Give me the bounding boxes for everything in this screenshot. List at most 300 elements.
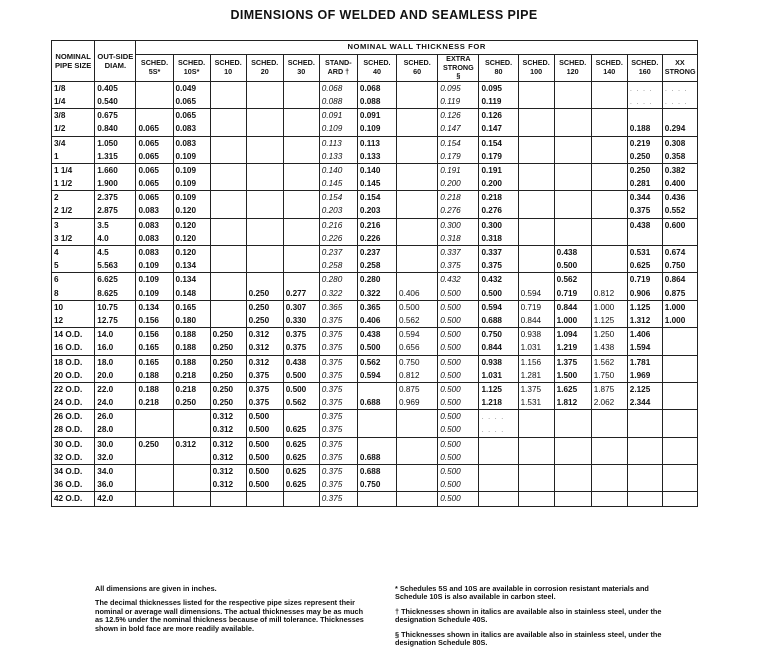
wall-thickness-value: 0.594 xyxy=(520,288,542,298)
wall-thickness-value xyxy=(521,82,552,95)
wall-thickness-cell xyxy=(283,465,319,492)
wall-thickness-cell xyxy=(357,246,396,273)
wall-thickness-value: 1.750 xyxy=(593,370,615,380)
wall-thickness-value: 0.875 xyxy=(399,384,420,394)
column-header: SCHED. 120 xyxy=(554,55,591,82)
wall-thickness-value xyxy=(138,492,170,505)
pipe-size: 26 O.D. xyxy=(54,412,83,422)
note-schedule-80s: § Thicknesses shown in italics are available also in stainless steel, under the designation Schedule 80S. xyxy=(395,629,662,648)
pipe-size: 14 O.D. xyxy=(54,330,83,340)
wall-thickness-cell xyxy=(518,328,554,355)
wall-thickness-value: 0.875 xyxy=(664,288,686,298)
wall-thickness-cell xyxy=(554,437,591,464)
wall-thickness-value: 0.500 xyxy=(440,384,461,394)
wall-thickness-value: 1.375 xyxy=(556,357,578,367)
wall-thickness-value: 0.218 xyxy=(440,193,461,203)
wall-thickness-value xyxy=(213,204,244,217)
wall-thickness-cell xyxy=(662,382,697,409)
wall-thickness-value xyxy=(399,150,435,163)
wall-thickness-cell xyxy=(662,218,697,245)
wall-thickness-cell xyxy=(283,382,319,409)
wall-thickness-cell xyxy=(627,492,662,506)
table-row xyxy=(52,328,698,355)
wall-thickness-value xyxy=(213,232,244,245)
wall-thickness-cell xyxy=(173,81,210,108)
wall-thickness-value: 0.083 xyxy=(138,248,159,258)
wall-thickness-value xyxy=(360,423,394,436)
wall-thickness-value: 0.688 xyxy=(359,452,381,462)
wall-thickness-cell xyxy=(136,355,173,382)
pipe-size-cell xyxy=(52,328,95,355)
wall-thickness-value xyxy=(249,122,281,135)
outside-diameter-cell xyxy=(95,328,136,355)
wall-thickness-value: 0.812 xyxy=(593,288,615,298)
wall-thickness-value: 0.864 xyxy=(664,275,686,285)
pipe-size: 28 O.D. xyxy=(54,425,83,435)
wall-thickness-cell xyxy=(397,410,438,437)
wall-thickness-cell xyxy=(518,437,554,464)
wall-thickness-value: 0.531 xyxy=(629,248,651,258)
wall-thickness-cell xyxy=(357,437,396,464)
wall-thickness-cell xyxy=(397,191,438,218)
wall-thickness-value xyxy=(630,451,660,464)
pipe-size: 3 xyxy=(54,220,59,230)
wall-thickness-value xyxy=(213,314,244,327)
wall-thickness-value: 0.216 xyxy=(321,220,343,230)
wall-thickness-cell xyxy=(357,273,396,300)
wall-thickness-cell xyxy=(554,109,591,136)
wall-thickness-cell xyxy=(591,437,627,464)
wall-thickness-value xyxy=(665,438,695,451)
wall-thickness-value xyxy=(557,95,589,108)
wall-thickness-value xyxy=(557,465,589,478)
wall-thickness-cell xyxy=(173,218,210,245)
wall-thickness-value: 0.625 xyxy=(285,467,307,477)
wall-thickness-value: 0.337 xyxy=(481,248,502,258)
pipe-size-cell xyxy=(52,437,95,464)
wall-thickness-value: 0.750 xyxy=(399,357,420,367)
wall-thickness-cell xyxy=(246,218,283,245)
wall-thickness-cell xyxy=(210,109,246,136)
wall-thickness-value xyxy=(399,219,435,232)
wall-thickness-cell xyxy=(438,163,479,190)
wall-thickness-cell xyxy=(319,300,357,327)
wall-thickness-value: 0.656 xyxy=(399,343,420,353)
wall-thickness-value: 0.312 xyxy=(212,452,234,462)
wall-thickness-cell xyxy=(173,246,210,273)
wall-thickness-value: 0.120 xyxy=(175,233,197,243)
column-header: SCHED. 140 xyxy=(591,55,627,82)
wall-thickness-value xyxy=(521,122,552,135)
wall-thickness-value: 0.091 xyxy=(359,111,381,121)
wall-thickness-cell xyxy=(319,492,357,506)
wall-thickness-value xyxy=(286,273,317,286)
wall-thickness-value: 1.281 xyxy=(520,370,542,380)
wall-thickness-value xyxy=(665,423,695,436)
wall-thickness-value xyxy=(286,204,317,217)
wall-thickness-value xyxy=(249,95,281,108)
wall-thickness-value xyxy=(213,287,244,300)
wall-thickness-cell xyxy=(591,492,627,506)
wall-thickness-cell xyxy=(319,246,357,273)
wall-thickness-value xyxy=(665,451,695,464)
wall-thickness-value xyxy=(557,82,589,95)
column-header: SCHED. 20 xyxy=(246,55,283,82)
wall-thickness-value: 1.125 xyxy=(593,315,615,325)
wall-thickness-value: 1.031 xyxy=(481,370,502,380)
wall-thickness-cell xyxy=(591,328,627,355)
wall-thickness-cell xyxy=(554,81,591,108)
wall-thickness-value: 0.119 xyxy=(440,96,461,106)
wall-thickness-value xyxy=(213,95,244,108)
wall-thickness-value xyxy=(521,423,552,436)
wall-thickness-value xyxy=(286,232,317,245)
wall-thickness-value xyxy=(521,410,552,423)
note-tolerance: The decimal thicknesses listed for the respective pipe sizes represent their nominal or average wall dimensions. The actual thicknesses may be as much as 12.5% under the nominal thickness because of mill tolerance. Thicknesses shown in bold face are more readily available. xyxy=(95,598,364,633)
wall-thickness-value xyxy=(665,410,695,423)
wall-thickness-cell xyxy=(136,218,173,245)
wall-thickness-value: 0.438 xyxy=(285,357,307,367)
wall-thickness-cell xyxy=(210,273,246,300)
outside-diameter-cell xyxy=(95,81,136,108)
wall-thickness-value xyxy=(399,273,435,286)
wall-thickness-value: 0.375 xyxy=(248,384,270,394)
wall-thickness-value: 0.109 xyxy=(175,151,197,161)
wall-thickness-value: 0.088 xyxy=(359,96,381,106)
wall-thickness-value xyxy=(481,465,515,478)
pipe-size: 3 1/2 xyxy=(54,233,73,243)
wall-thickness-value: 0.330 xyxy=(285,315,307,325)
wall-thickness-cell xyxy=(662,163,697,190)
wall-thickness-cell xyxy=(518,382,554,409)
wall-thickness-value: 0.134 xyxy=(175,275,197,285)
wall-thickness-value: 0.088 xyxy=(321,96,343,106)
wall-thickness-value: 0.688 xyxy=(359,398,381,408)
wall-thickness-cell xyxy=(627,437,662,464)
pipe-size-cell xyxy=(52,136,95,163)
outside-diameter: 1.660 xyxy=(97,165,118,175)
wall-thickness-value: 0.969 xyxy=(399,398,420,408)
wall-thickness-value: 0.375 xyxy=(248,398,270,408)
wall-thickness-value: 0.500 xyxy=(440,439,461,449)
wall-thickness-value: 0.250 xyxy=(629,165,651,175)
wall-thickness-value: 0.500 xyxy=(440,412,461,422)
wall-thickness-value: 0.500 xyxy=(359,343,381,353)
wall-thickness-cell xyxy=(246,109,283,136)
pipe-size-cell xyxy=(52,273,95,300)
wall-thickness-value: 0.147 xyxy=(440,124,461,134)
wall-thickness-value: 1.000 xyxy=(664,315,686,325)
wall-thickness-cell xyxy=(554,273,591,300)
wall-thickness-value: 0.095 xyxy=(440,83,461,93)
wall-thickness-cell xyxy=(397,136,438,163)
wall-thickness-value xyxy=(521,191,552,204)
wall-thickness-value: 0.719 xyxy=(520,302,542,312)
wall-thickness-value xyxy=(594,478,625,491)
wall-thickness-value xyxy=(360,410,394,423)
wall-thickness-cell xyxy=(518,136,554,163)
wall-thickness-cell xyxy=(479,136,518,163)
wall-thickness-value: 0.312 xyxy=(212,480,234,490)
table-row xyxy=(52,492,698,506)
wall-thickness-value: 0.375 xyxy=(440,261,461,271)
wall-thickness-value xyxy=(665,341,695,354)
wall-thickness-value xyxy=(665,232,695,245)
wall-thickness-value: 0.750 xyxy=(481,330,502,340)
table-row xyxy=(52,382,698,409)
wall-thickness-value: 0.906 xyxy=(629,288,651,298)
wall-thickness-value xyxy=(213,137,244,150)
wall-thickness-value: 0.375 xyxy=(481,261,502,271)
wall-thickness-value xyxy=(521,164,552,177)
wall-thickness-value xyxy=(521,204,552,217)
wall-thickness-value xyxy=(286,177,317,190)
wall-thickness-cell xyxy=(136,191,173,218)
pipe-size-cell xyxy=(52,218,95,245)
wall-thickness-value: 0.500 xyxy=(556,261,578,271)
wall-thickness-value: 0.276 xyxy=(481,206,502,216)
wall-thickness-value: 0.188 xyxy=(175,343,197,353)
wall-thickness-value xyxy=(213,246,244,259)
wall-thickness-value: 0.375 xyxy=(321,398,343,408)
wall-thickness-cell xyxy=(136,382,173,409)
wall-thickness-cell xyxy=(210,246,246,273)
wall-thickness-value: 0.109 xyxy=(138,275,159,285)
wall-thickness-value: 0.165 xyxy=(138,343,159,353)
table-row xyxy=(52,81,698,108)
wall-thickness-cell xyxy=(319,437,357,464)
wall-thickness-cell xyxy=(173,136,210,163)
wall-thickness-cell xyxy=(246,437,283,464)
wall-thickness-value xyxy=(399,451,435,464)
wall-thickness-cell xyxy=(627,163,662,190)
wall-thickness-value xyxy=(630,232,660,245)
wall-thickness-cell xyxy=(319,109,357,136)
wall-thickness-cell xyxy=(173,355,210,382)
pipe-size: 5 xyxy=(54,261,59,271)
wall-thickness-value xyxy=(665,356,695,369)
wall-thickness-value: 0.500 xyxy=(399,302,420,312)
wall-thickness-value: 0.375 xyxy=(321,384,343,394)
outside-diameter: 42.0 xyxy=(97,494,114,504)
wall-thickness-value xyxy=(665,383,695,396)
wall-thickness-cell xyxy=(173,191,210,218)
wall-thickness-value: 0.276 xyxy=(440,206,461,216)
wall-thickness-value: 0.500 xyxy=(440,494,461,504)
wall-thickness-cell xyxy=(173,382,210,409)
not-available-marker: . . . . xyxy=(664,83,688,93)
wall-thickness-cell xyxy=(210,191,246,218)
wall-thickness-cell xyxy=(136,328,173,355)
outside-diameter: 2.375 xyxy=(97,193,118,203)
pipe-size: 1 1/2 xyxy=(54,179,73,189)
wall-thickness-cell xyxy=(357,492,396,506)
table-row xyxy=(52,355,698,382)
notes-left xyxy=(95,585,370,639)
wall-thickness-value: 1.875 xyxy=(593,384,615,394)
wall-thickness-value: 0.750 xyxy=(359,480,381,490)
wall-thickness-value xyxy=(399,232,435,245)
wall-thickness-value xyxy=(286,122,317,135)
table-row xyxy=(52,191,698,218)
wall-thickness-value xyxy=(594,451,625,464)
wall-thickness-cell xyxy=(479,191,518,218)
wall-thickness-cell xyxy=(662,300,697,327)
pipe-size: 12 xyxy=(54,315,64,325)
wall-thickness-value: 0.500 xyxy=(248,439,270,449)
header-nominal-wall-thickness: NOMINAL WALL THICKNESS FOR xyxy=(136,41,698,55)
header-outside-diameter: OUT-SIDE DIAM. xyxy=(95,41,136,82)
wall-thickness-cell xyxy=(591,163,627,190)
wall-thickness-value: 0.095 xyxy=(481,83,502,93)
outside-diameter-cell xyxy=(95,246,136,273)
wall-thickness-value: 0.625 xyxy=(629,261,651,271)
wall-thickness-value xyxy=(286,492,317,505)
wall-thickness-value xyxy=(138,423,170,436)
wall-thickness-cell xyxy=(554,191,591,218)
wall-thickness-value xyxy=(594,150,625,163)
wall-thickness-value: 0.065 xyxy=(138,179,159,189)
outside-diameter: 30.0 xyxy=(97,439,114,449)
wall-thickness-value: 0.156 xyxy=(138,315,159,325)
wall-thickness-cell xyxy=(627,246,662,273)
wall-thickness-value: 0.188 xyxy=(138,370,159,380)
wall-thickness-cell xyxy=(554,163,591,190)
wall-thickness-value: 0.049 xyxy=(175,83,197,93)
wall-thickness-value xyxy=(249,177,281,190)
wall-thickness-cell xyxy=(438,109,479,136)
wall-thickness-value xyxy=(630,465,660,478)
wall-thickness-cell xyxy=(357,191,396,218)
wall-thickness-value: 0.218 xyxy=(138,398,159,408)
wall-thickness-value: 1.156 xyxy=(520,357,542,367)
wall-thickness-value: 1.312 xyxy=(629,315,651,325)
outside-diameter: 18.0 xyxy=(97,357,114,367)
wall-thickness-value: 0.312 xyxy=(248,357,270,367)
wall-thickness-value xyxy=(399,82,435,95)
wall-thickness-value xyxy=(138,478,170,491)
wall-thickness-cell xyxy=(136,273,173,300)
wall-thickness-cell xyxy=(554,328,591,355)
wall-thickness-value: 0.258 xyxy=(359,261,381,271)
wall-thickness-cell xyxy=(319,328,357,355)
wall-thickness-value: 0.109 xyxy=(359,124,381,134)
wall-thickness-value xyxy=(594,438,625,451)
wall-thickness-cell xyxy=(627,81,662,108)
wall-thickness-cell xyxy=(518,355,554,382)
wall-thickness-cell xyxy=(591,218,627,245)
wall-thickness-cell xyxy=(627,465,662,492)
wall-thickness-value: 0.147 xyxy=(481,124,502,134)
wall-thickness-cell xyxy=(479,410,518,437)
wall-thickness-cell xyxy=(438,382,479,409)
wall-thickness-value: 0.120 xyxy=(175,206,197,216)
pipe-size: 36 O.D. xyxy=(54,480,83,490)
wall-thickness-cell xyxy=(518,163,554,190)
wall-thickness-value xyxy=(399,204,435,217)
wall-thickness-value: 0.218 xyxy=(175,370,197,380)
wall-thickness-value: 0.625 xyxy=(285,439,307,449)
wall-thickness-cell xyxy=(210,218,246,245)
wall-thickness-value: 1.218 xyxy=(481,398,502,408)
wall-thickness-cell xyxy=(319,81,357,108)
wall-thickness-value: 0.113 xyxy=(321,138,342,148)
wall-thickness-cell xyxy=(591,109,627,136)
wall-thickness-value: 0.375 xyxy=(321,452,343,462)
wall-thickness-value: 0.154 xyxy=(321,193,343,203)
wall-thickness-value: 0.133 xyxy=(359,151,381,161)
wall-thickness-cell xyxy=(479,300,518,327)
pipe-size-cell xyxy=(52,81,95,108)
wall-thickness-value: 0.432 xyxy=(440,275,461,285)
wall-thickness-cell xyxy=(173,410,210,437)
wall-thickness-value: 0.500 xyxy=(440,452,461,462)
outside-diameter: 28.0 xyxy=(97,425,114,435)
wall-thickness-cell xyxy=(246,163,283,190)
wall-thickness-cell xyxy=(662,328,697,355)
table-row xyxy=(52,300,698,327)
wall-thickness-value: 0.065 xyxy=(138,151,159,161)
wall-thickness-cell xyxy=(662,410,697,437)
wall-thickness-value xyxy=(665,478,695,491)
wall-thickness-cell xyxy=(136,437,173,464)
wall-thickness-cell xyxy=(283,136,319,163)
wall-thickness-value: 0.432 xyxy=(481,275,502,285)
wall-thickness-cell xyxy=(479,382,518,409)
wall-thickness-value: 0.203 xyxy=(321,206,343,216)
wall-thickness-cell xyxy=(438,465,479,492)
wall-thickness-cell xyxy=(283,163,319,190)
wall-thickness-cell xyxy=(662,191,697,218)
wall-thickness-value xyxy=(286,95,317,108)
wall-thickness-value: 1.438 xyxy=(593,343,615,353)
wall-thickness-value: 0.312 xyxy=(212,439,234,449)
wall-thickness-value xyxy=(399,137,435,150)
wall-thickness-cell xyxy=(591,355,627,382)
wall-thickness-value: 0.250 xyxy=(212,384,234,394)
pipe-size-cell xyxy=(52,355,95,382)
wall-thickness-cell xyxy=(357,465,396,492)
wall-thickness-value xyxy=(557,204,589,217)
wall-thickness-cell xyxy=(438,437,479,464)
outside-diameter: 1.315 xyxy=(97,151,118,161)
wall-thickness-value: 0.065 xyxy=(138,193,159,203)
pipe-size: 20 O.D. xyxy=(54,370,83,380)
outside-diameter: 20.0 xyxy=(97,370,114,380)
wall-thickness-value: 0.145 xyxy=(359,179,381,189)
wall-thickness-cell xyxy=(554,492,591,506)
wall-thickness-value: 0.312 xyxy=(212,425,234,435)
wall-thickness-value xyxy=(399,492,435,505)
wall-thickness-value xyxy=(594,410,625,423)
wall-thickness-value xyxy=(138,109,170,122)
pipe-size-cell xyxy=(52,246,95,273)
wall-thickness-cell xyxy=(518,81,554,108)
wall-thickness-value: 0.191 xyxy=(481,165,502,175)
wall-thickness-cell xyxy=(136,136,173,163)
wall-thickness-value xyxy=(176,492,208,505)
wall-thickness-value: 0.594 xyxy=(481,302,502,312)
wall-thickness-value: 0.250 xyxy=(629,151,651,161)
wall-thickness-value: 0.500 xyxy=(248,467,270,477)
wall-thickness-cell xyxy=(246,300,283,327)
wall-thickness-value: 0.083 xyxy=(138,233,159,243)
outside-diameter: 34.0 xyxy=(97,467,114,477)
wall-thickness-value: 0.219 xyxy=(629,138,651,148)
pipe-dimensions-table xyxy=(51,40,698,507)
wall-thickness-value: 0.500 xyxy=(440,370,461,380)
outside-diameter: 1.050 xyxy=(97,138,118,148)
